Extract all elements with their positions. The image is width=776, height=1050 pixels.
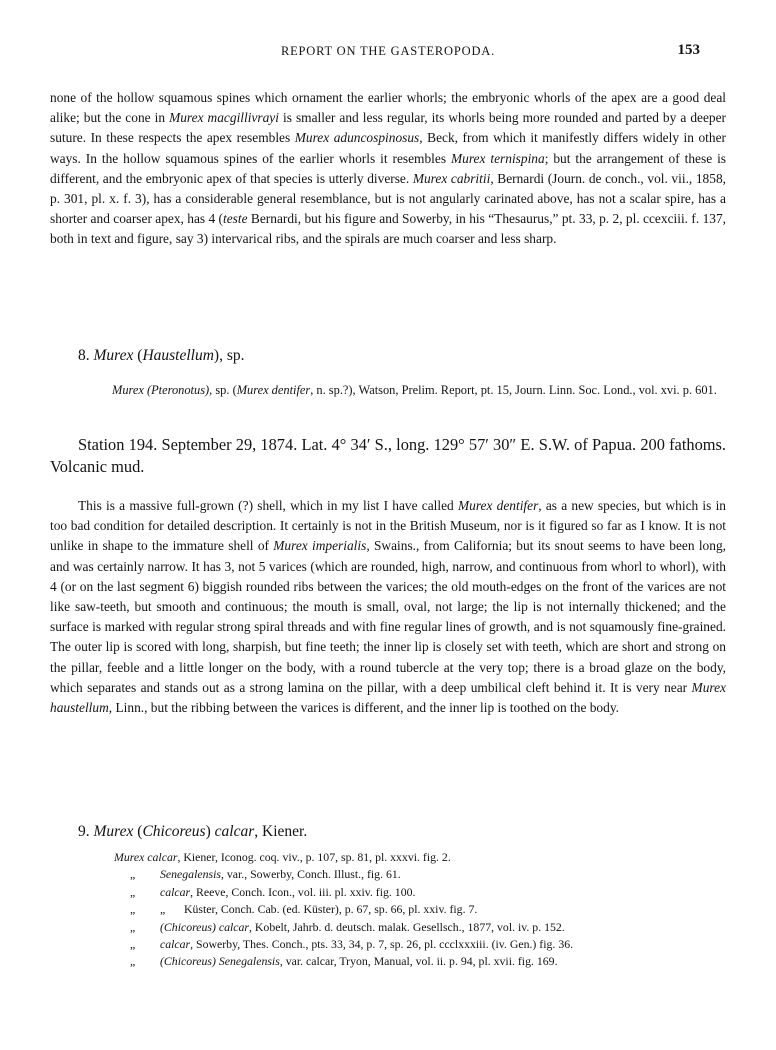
species-name: Murex calcar — [114, 850, 178, 864]
description-paragraph — [50, 496, 726, 718]
reference-text: Küster, Conch. Cab. (ed. Küster), p. 67, sp. 66, pl. xxiv. fig. 7. — [184, 902, 478, 917]
text-run: none of the hollow squamous spines which ornament the earlier whorls; the embryonic whorls of the apex are a good deal alike; but the cone in — [50, 90, 726, 126]
reference-text: , Sowerby, Thes. Conch., pts. 33, 34, p. 7, sp. 26, pl. ccclxxxiii. (iv. Gen.) fig. 36. — [190, 937, 574, 952]
continuation-paragraph — [50, 88, 726, 250]
text-run: , sp. ( — [209, 383, 237, 397]
reference-text: , Kobelt, Jahrb. d. deutsch. malak. Gesellsch., 1877, vol. iv. p. 152. — [249, 919, 565, 934]
text-run: , Bernardi (Journ. de conch., vol. vii., 1858, p. 301, pl. x. f. 3), has a considerable general resemblance, but is not angularly carinated above, has not a scalar spire, has a shorter and coarser apex, has 4 ( — [50, 170, 726, 227]
text-run: is smaller and less regular, its whorls being more rounded and parted by a deeper suture. In these respects the apex resembles — [50, 110, 726, 146]
species-8-synonymy — [112, 381, 746, 400]
reference-text: , Reeve, Conch. Icon., vol. iii. pl. xxiv. fig. 100. — [190, 884, 416, 899]
genus-name: Murex — [93, 823, 134, 840]
species-number: 8. — [78, 347, 90, 364]
ditto-mark: „ — [130, 902, 136, 917]
species-name: calcar — [160, 937, 191, 952]
ditto-mark: „ — [130, 954, 136, 969]
ditto-mark: „ — [130, 867, 136, 882]
text-run: ; but the arrangement of these is different, and the embryonic apex of that species is utterly diverse. — [50, 150, 727, 186]
text-run: This is a massive full-grown (?) shell, which in my list I have called — [78, 498, 458, 513]
subgenus-name: (Haustellum) — [137, 347, 220, 364]
ditto-mark: „ — [130, 884, 136, 899]
text-run: , n. sp.?), Watson, Prelim. Report, pt. 15, Journ. Linn. Soc. Lond., vol. xvi. p. 601. — [310, 383, 717, 397]
species-name: Senegalensis — [160, 867, 221, 882]
synonymy-list — [114, 849, 734, 971]
species-author: , Kiener. — [254, 823, 308, 840]
text-run: Bernardi, but his figure and Sowerby, in his “Thesaurus,” pt. 33, p. 2, pl. ccexciii. f. 137, both in text and figure, say 3) intervarical ribs, and the spirals are much coarser and less sharp. — [50, 211, 726, 247]
species-name: Murex ternispina — [450, 150, 545, 166]
ditto-mark: „ — [130, 919, 136, 934]
reference-text: , var. calcar, Tryon, Manual, vol. ii. p. 94, pl. xvii. fig. 169. — [279, 954, 558, 969]
subgenus-name-italic: Haustellum — [142, 347, 214, 364]
species-name: (Chicoreus) Senegalensis — [160, 954, 280, 969]
synonymy-entry — [114, 866, 734, 883]
ditto-mark: „ — [160, 902, 166, 917]
species-epithet: calcar — [214, 823, 255, 840]
text-run: , Swains., from California; but its snout seems to have been long, and was certainly narrow. It has 3, not 5 varices (which are rounded, high, narrow, and continuous from whorl to whorl), with 4 (or on the last segment 6) biggish rounded ribs between the varices; the old mouth-edges on the front of the varices are not like saw-teeth, but smooth and continuous; the mouth is small, oval, not large; the lip is not internally thickened; and the surface is marked with regular strong spiral threads and with fine regular lines of growth, and is not squamously fine-grained. The outer lip is scored with long, sharpish, but fine teeth; the inner lip is closely set with teeth, which are short and strong on the pillar, feeble and a little longer on the body, with a round tubercle at the very top; there is a broad glaze on the body, which separates and stands out as a strong lamina on the pillar, with a deep umbilical cleft behind it. It is very near — [50, 538, 726, 695]
text-run: , Linn., but the ribbing between the varices is different, and the inner lip is toothed on the body. — [108, 700, 619, 716]
species-number: 9. — [78, 823, 90, 840]
synonymy-entry — [114, 901, 734, 918]
text-run: , as a new species, but which is in too bad condition for detailed description. It certainly is not in the British Museum, nor is it figured so far as I know. It is not unlike in shape to the immature shell of — [50, 498, 726, 554]
synonymy-entry — [114, 936, 734, 953]
ditto-mark: „ — [130, 937, 136, 952]
latin-term: teste — [223, 211, 248, 227]
species-name: Murex macgillivrayi — [169, 110, 279, 126]
species-name: Murex dentifer — [236, 383, 311, 397]
species-9-heading — [78, 823, 307, 841]
station-record: Station 194. September 29, 1874. Lat. 4° 34′ S., long. 129° 57′ 30″ E. S.W. of Papua. 200 fathoms. Volcanic mud. — [50, 435, 726, 476]
species-name: Murex haustellum — [50, 679, 726, 716]
species-name: Murex (Pteronotus) — [112, 383, 210, 397]
heading-rest: , sp. — [219, 347, 245, 364]
species-name: calcar — [160, 884, 191, 899]
reference-text: , var., Sowerby, Conch. Illust., fig. 61. — [220, 867, 401, 882]
running-head — [0, 44, 776, 64]
species-8-heading — [78, 347, 245, 365]
subgenus-name: (Chicoreus) — [137, 823, 211, 840]
species-name: Murex cabritii — [412, 170, 491, 186]
subgenus-name-italic: Chicoreus — [142, 823, 206, 840]
species-name: (Chicoreus) calcar — [160, 919, 250, 934]
genus-name: Murex — [93, 347, 134, 364]
synonymy-entry — [114, 919, 734, 936]
page-number: 153 — [677, 42, 700, 58]
running-title: REPORT ON THE GASTEROPODA. — [280, 44, 496, 58]
synonymy-entry — [114, 849, 734, 866]
text-run: , Beck, from which it manifestly differs widely in other ways. In the hollow squamous spines of the earlier whorls it resembles — [50, 130, 726, 166]
species-name: Murex aduncospinosus — [294, 130, 420, 146]
reference-text: , Kiener, Iconog. coq. viv., p. 107, sp. 81, pl. xxxvi. fig. 2. — [177, 850, 451, 864]
synonymy-entry — [114, 953, 734, 970]
synonymy-entry — [114, 884, 734, 901]
species-name: Murex dentifer — [457, 498, 539, 513]
species-name: Murex imperialis — [273, 538, 367, 554]
